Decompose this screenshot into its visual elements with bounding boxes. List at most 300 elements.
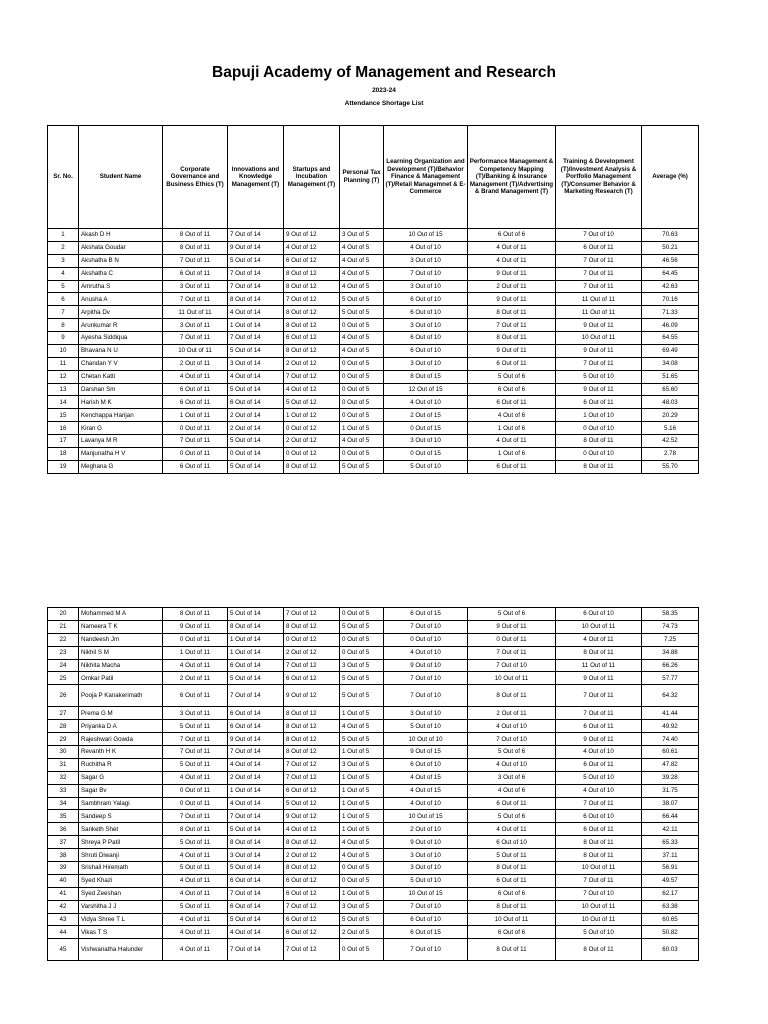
attendance-cell: 9 Out of 11	[163, 620, 228, 633]
attendance-cell: 6 Out of 10	[556, 608, 642, 621]
attendance-cell: 10 Out of 10	[384, 733, 468, 746]
attendance-cell: 10 Out of 11	[468, 672, 556, 685]
serial-number-cell: 13	[48, 383, 79, 396]
student-name-cell: Meghana G	[79, 460, 163, 473]
attendance-cell: 8 Out of 11	[163, 229, 228, 242]
attendance-cell: 0 Out of 12	[284, 633, 340, 646]
serial-number-cell: 12	[48, 370, 79, 383]
attendance-cell: 0 Out of 5	[340, 357, 384, 370]
table-row	[48, 229, 699, 242]
attendance-cell: 8 Out of 12	[284, 280, 340, 293]
serial-number-cell: 44	[48, 926, 79, 939]
attendance-cell: 7 Out of 12	[284, 659, 340, 672]
attendance-cell: 2 Out of 12	[284, 357, 340, 370]
attendance-cell: 5 Out of 14	[228, 862, 284, 875]
student-name-cell: Ayesha Siddiqua	[79, 332, 163, 345]
attendance-cell: 9 Out of 15	[384, 746, 468, 759]
attendance-cell: 10 Out of 15	[384, 810, 468, 823]
attendance-cell: 1 Out of 5	[340, 422, 384, 435]
attendance-cell: 9 Out of 11	[556, 344, 642, 357]
attendance-cell: 6 Out of 10	[384, 344, 468, 357]
header-row	[48, 126, 699, 229]
attendance-cell: 6 Out of 12	[284, 332, 340, 345]
table-row	[48, 862, 699, 875]
student-name-cell: Sandeep S	[79, 810, 163, 823]
serial-number-cell: 1	[48, 229, 79, 242]
attendance-cell: 4 Out of 11	[468, 435, 556, 448]
average-cell: 37.11	[642, 849, 699, 862]
table-row	[48, 280, 699, 293]
attendance-cell: 5 Out of 10	[384, 720, 468, 733]
table-row	[48, 254, 699, 267]
table-row	[48, 396, 699, 409]
table-row	[48, 823, 699, 836]
attendance-cell: 9 Out of 11	[468, 293, 556, 306]
serial-number-cell: 7	[48, 306, 79, 319]
average-cell: 58.35	[642, 608, 699, 621]
student-name-cell: Akshata Goudar	[79, 241, 163, 254]
attendance-cell: 8 Out of 11	[556, 849, 642, 862]
attendance-cell: 5 Out of 11	[468, 849, 556, 862]
table-row	[48, 720, 699, 733]
average-cell: 34.08	[642, 357, 699, 370]
attendance-cell: 0 Out of 10	[556, 422, 642, 435]
attendance-cell: 1 Out of 5	[340, 823, 384, 836]
attendance-cell: 0 Out of 11	[163, 447, 228, 460]
attendance-cell: 2 Out of 5	[340, 926, 384, 939]
average-cell: 42.52	[642, 435, 699, 448]
attendance-cell: 7 Out of 14	[228, 746, 284, 759]
attendance-cell: 7 Out of 12	[284, 758, 340, 771]
average-cell: 60.65	[642, 913, 699, 926]
attendance-cell: 6 Out of 10	[384, 913, 468, 926]
attendance-cell: 1 Out of 14	[228, 646, 284, 659]
attendance-cell: 7 Out of 11	[556, 254, 642, 267]
student-name-cell: Nikhil S M	[79, 646, 163, 659]
student-name-cell: Darshan Sm	[79, 383, 163, 396]
table-row	[48, 797, 699, 810]
student-name-cell: Syed Zeeshan	[79, 887, 163, 900]
attendance-cell: 8 Out of 11	[556, 646, 642, 659]
table-row	[48, 409, 699, 422]
student-name-cell: Harish M K	[79, 396, 163, 409]
attendance-cell: 4 Out of 10	[468, 758, 556, 771]
attendance-cell: 7 Out of 10	[384, 939, 468, 961]
attendance-cell: 7 Out of 14	[228, 332, 284, 345]
attendance-cell: 6 Out of 6	[468, 383, 556, 396]
attendance-cell: 2 Out of 12	[284, 646, 340, 659]
serial-number-cell: 33	[48, 784, 79, 797]
average-cell: 51.65	[642, 370, 699, 383]
table-row	[48, 357, 699, 370]
table-row	[48, 659, 699, 672]
attendance-cell: 5 Out of 6	[468, 810, 556, 823]
attendance-cell: 5 Out of 14	[228, 435, 284, 448]
attendance-cell: 4 Out of 14	[228, 797, 284, 810]
average-cell: 48.03	[642, 396, 699, 409]
serial-number-cell: 29	[48, 733, 79, 746]
attendance-cell: 6 Out of 10	[384, 758, 468, 771]
attendance-cell: 10 Out of 11	[556, 900, 642, 913]
attendance-cell: 6 Out of 12	[284, 254, 340, 267]
student-name-cell: Akshatha B N	[79, 254, 163, 267]
serial-number-cell: 28	[48, 720, 79, 733]
attendance-cell: 5 Out of 6	[468, 608, 556, 621]
attendance-cell: 5 Out of 11	[163, 758, 228, 771]
attendance-cell: 6 Out of 12	[284, 874, 340, 887]
attendance-cell: 4 Out of 11	[163, 939, 228, 961]
attendance-cell: 9 Out of 12	[284, 229, 340, 242]
attendance-cell: 8 Out of 15	[384, 370, 468, 383]
attendance-cell: 8 Out of 11	[556, 435, 642, 448]
average-cell: 63.38	[642, 900, 699, 913]
student-name-cell: Sagar Bv	[79, 784, 163, 797]
average-cell: 34.88	[642, 646, 699, 659]
attendance-cell: 9 Out of 14	[228, 733, 284, 746]
attendance-cell: 4 Out of 11	[163, 874, 228, 887]
average-cell: 41.44	[642, 707, 699, 720]
attendance-cell: 5 Out of 10	[384, 460, 468, 473]
attendance-cell: 8 Out of 11	[556, 939, 642, 961]
attendance-cell: 8 Out of 11	[468, 862, 556, 875]
attendance-cell: 7 Out of 12	[284, 771, 340, 784]
attendance-cell: 0 Out of 5	[340, 633, 384, 646]
attendance-cell: 11 Out of 11	[556, 293, 642, 306]
student-name-cell: Syed Khazi	[79, 874, 163, 887]
attendance-cell: 0 Out of 5	[340, 646, 384, 659]
average-cell: 60.03	[642, 939, 699, 961]
attendance-cell: 4 Out of 5	[340, 849, 384, 862]
attendance-cell: 4 Out of 5	[340, 241, 384, 254]
attendance-cell: 2 Out of 12	[284, 849, 340, 862]
attendance-cell: 9 Out of 12	[284, 685, 340, 707]
attendance-cell: 1 Out of 5	[340, 887, 384, 900]
attendance-cell: 4 Out of 10	[556, 784, 642, 797]
attendance-cell: 3 Out of 11	[163, 280, 228, 293]
attendance-cell: 1 Out of 5	[340, 746, 384, 759]
attendance-cell: 2 Out of 11	[468, 280, 556, 293]
attendance-cell: 5 Out of 10	[556, 771, 642, 784]
attendance-cell: 6 Out of 10	[384, 293, 468, 306]
student-name-cell: Kenchappa Harijan	[79, 409, 163, 422]
attendance-cell: 6 Out of 12	[284, 672, 340, 685]
attendance-cell: 10 Out of 11	[556, 913, 642, 926]
attendance-cell: 6 Out of 12	[284, 784, 340, 797]
average-cell: 71.33	[642, 306, 699, 319]
table-row	[48, 447, 699, 460]
attendance-cell: 5 Out of 11	[163, 900, 228, 913]
serial-number-cell: 27	[48, 707, 79, 720]
average-cell: 66.26	[642, 659, 699, 672]
average-cell: 64.45	[642, 267, 699, 280]
table-row	[48, 267, 699, 280]
serial-number-cell: 31	[48, 758, 79, 771]
attendance-cell: 6 Out of 11	[163, 460, 228, 473]
attendance-cell: 9 Out of 11	[556, 733, 642, 746]
table-row	[48, 672, 699, 685]
attendance-cell: 4 Out of 5	[340, 435, 384, 448]
table-row	[48, 900, 699, 913]
serial-number-cell: 16	[48, 422, 79, 435]
student-name-cell: Nameera T K	[79, 620, 163, 633]
table-row	[48, 771, 699, 784]
attendance-cell: 10 Out of 11	[556, 862, 642, 875]
attendance-cell: 2 Out of 14	[228, 771, 284, 784]
attendance-cell: 4 Out of 11	[163, 849, 228, 862]
attendance-cell: 4 Out of 11	[556, 633, 642, 646]
serial-number-cell: 30	[48, 746, 79, 759]
attendance-cell: 9 Out of 11	[556, 383, 642, 396]
student-name-cell: Priyanka D A	[79, 720, 163, 733]
attendance-cell: 0 Out of 5	[340, 370, 384, 383]
attendance-cell: 7 Out of 11	[163, 293, 228, 306]
attendance-cell: 11 Out of 11	[556, 306, 642, 319]
average-cell: 62.17	[642, 887, 699, 900]
attendance-cell: 4 Out of 11	[468, 823, 556, 836]
attendance-cell: 9 Out of 10	[384, 659, 468, 672]
attendance-cell: 3 Out of 11	[163, 707, 228, 720]
serial-number-cell: 35	[48, 810, 79, 823]
attendance-cell: 7 Out of 11	[556, 267, 642, 280]
average-cell: 64.55	[642, 332, 699, 345]
attendance-cell: 7 Out of 12	[284, 293, 340, 306]
serial-number-cell: 19	[48, 460, 79, 473]
serial-number-cell: 21	[48, 620, 79, 633]
attendance-cell: 1 Out of 6	[468, 422, 556, 435]
attendance-cell: 4 Out of 10	[556, 746, 642, 759]
attendance-cell: 7 Out of 12	[284, 608, 340, 621]
student-name-cell: Shruti Diwanji	[79, 849, 163, 862]
attendance-cell: 0 Out of 11	[468, 633, 556, 646]
attendance-cell: 3 Out of 5	[340, 659, 384, 672]
attendance-cell: 1 Out of 5	[340, 707, 384, 720]
attendance-cell: 6 Out of 6	[468, 887, 556, 900]
attendance-cell: 10 Out of 15	[384, 887, 468, 900]
attendance-cell: 3 Out of 14	[228, 849, 284, 862]
serial-number-cell: 36	[48, 823, 79, 836]
attendance-cell: 8 Out of 11	[163, 823, 228, 836]
average-cell: 69.49	[642, 344, 699, 357]
serial-number-cell: 25	[48, 672, 79, 685]
table-row	[48, 646, 699, 659]
table-row	[48, 758, 699, 771]
attendance-cell: 3 Out of 10	[384, 707, 468, 720]
student-name-cell: Revanth H K	[79, 746, 163, 759]
student-name-cell: Anusha A	[79, 293, 163, 306]
average-cell: 42.11	[642, 823, 699, 836]
attendance-cell: 0 Out of 10	[384, 633, 468, 646]
attendance-cell: 7 Out of 11	[163, 733, 228, 746]
attendance-cell: 2 Out of 11	[163, 357, 228, 370]
student-name-cell: Chandan Y V	[79, 357, 163, 370]
serial-number-cell: 26	[48, 685, 79, 707]
attendance-cell: 7 Out of 14	[228, 280, 284, 293]
attendance-cell: 8 Out of 12	[284, 267, 340, 280]
attendance-cell: 0 Out of 5	[340, 383, 384, 396]
attendance-cell: 3 Out of 5	[340, 229, 384, 242]
student-name-cell: Vishwanatha Halunder	[79, 939, 163, 961]
attendance-cell: 6 Out of 11	[163, 685, 228, 707]
attendance-cell: 2 Out of 14	[228, 409, 284, 422]
attendance-cell: 7 Out of 10	[384, 620, 468, 633]
document-subtitle: Attendance Shortage List	[344, 100, 424, 107]
serial-number-cell: 17	[48, 435, 79, 448]
attendance-cell: 1 Out of 6	[468, 447, 556, 460]
attendance-cell: 9 Out of 11	[468, 620, 556, 633]
attendance-cell: 0 Out of 5	[340, 939, 384, 961]
table-row	[48, 746, 699, 759]
attendance-cell: 4 Out of 6	[468, 784, 556, 797]
attendance-cell: 9 Out of 11	[468, 344, 556, 357]
table-row	[48, 332, 699, 345]
average-cell: 46.56	[642, 254, 699, 267]
table-row	[48, 707, 699, 720]
attendance-cell: 1 Out of 14	[228, 633, 284, 646]
average-cell: 39.28	[642, 771, 699, 784]
col-average: Average (%)	[642, 126, 699, 229]
attendance-cell: 8 Out of 11	[468, 306, 556, 319]
attendance-cell: 4 Out of 12	[284, 383, 340, 396]
attendance-cell: 5 Out of 14	[228, 460, 284, 473]
attendance-cell: 10 Out of 11	[468, 913, 556, 926]
attendance-cell: 8 Out of 11	[468, 332, 556, 345]
attendance-cell: 11 Out of 11	[556, 659, 642, 672]
attendance-cell: 0 Out of 12	[284, 422, 340, 435]
attendance-cell: 6 Out of 11	[163, 383, 228, 396]
attendance-cell: 0 Out of 11	[163, 633, 228, 646]
attendance-cell: 6 Out of 10	[556, 810, 642, 823]
student-name-cell: Pooja P Kanakerimath	[79, 685, 163, 707]
attendance-cell: 4 Out of 12	[284, 241, 340, 254]
attendance-cell: 1 Out of 10	[556, 409, 642, 422]
student-name-cell: Vidya Shree T L	[79, 913, 163, 926]
attendance-cell: 4 Out of 12	[284, 823, 340, 836]
attendance-cell: 5 Out of 10	[384, 874, 468, 887]
table-row	[48, 633, 699, 646]
attendance-cell: 4 Out of 10	[384, 646, 468, 659]
attendance-cell: 11 Out of 11	[163, 306, 228, 319]
attendance-cell: 9 Out of 10	[384, 836, 468, 849]
table-row	[48, 460, 699, 473]
table-row	[48, 306, 699, 319]
student-name-cell: Arunkumar R	[79, 319, 163, 332]
attendance-cell: 5 Out of 5	[340, 672, 384, 685]
attendance-cell: 6 Out of 11	[468, 797, 556, 810]
attendance-cell: 3 Out of 5	[340, 758, 384, 771]
average-cell: 50.21	[642, 241, 699, 254]
attendance-cell: 6 Out of 14	[228, 659, 284, 672]
attendance-cell: 6 Out of 6	[468, 926, 556, 939]
attendance-cell: 4 Out of 5	[340, 720, 384, 733]
attendance-cell: 0 Out of 5	[340, 319, 384, 332]
table-row	[48, 685, 699, 707]
student-name-cell: Bhavana N U	[79, 344, 163, 357]
serial-number-cell: 32	[48, 771, 79, 784]
attendance-cell: 4 Out of 15	[384, 771, 468, 784]
attendance-cell: 3 Out of 11	[163, 319, 228, 332]
attendance-cell: 7 Out of 10	[556, 229, 642, 242]
serial-number-cell: 10	[48, 344, 79, 357]
attendance-cell: 8 Out of 12	[284, 319, 340, 332]
attendance-cell: 4 Out of 10	[384, 797, 468, 810]
student-name-cell: Shreya P Patil	[79, 836, 163, 849]
attendance-cell: 7 Out of 11	[468, 319, 556, 332]
attendance-cell: 4 Out of 5	[340, 344, 384, 357]
attendance-cell: 7 Out of 11	[556, 280, 642, 293]
attendance-cell: 6 Out of 11	[556, 758, 642, 771]
average-cell: 70.63	[642, 229, 699, 242]
student-name-cell: Vikas T S	[79, 926, 163, 939]
serial-number-cell: 38	[48, 849, 79, 862]
attendance-cell: 9 Out of 14	[228, 241, 284, 254]
col-training-development: Training & Development (T)/Investment Analysis & Portfolio Management (T)/Consumer Behavior & Marketing Research (T)	[556, 126, 642, 229]
attendance-cell: 7 Out of 11	[163, 746, 228, 759]
attendance-cell: 8 Out of 14	[228, 836, 284, 849]
table-row	[48, 887, 699, 900]
attendance-cell: 2 Out of 11	[468, 707, 556, 720]
serial-number-cell: 34	[48, 797, 79, 810]
student-name-cell: Akshatha C	[79, 267, 163, 280]
col-performance-management: Performance Management & Competency Mapping (T)/Banking & Insurance Management (T)/Advertising & Brand Management (T)	[468, 126, 556, 229]
table-row	[48, 939, 699, 961]
student-name-cell: Nandeesh Jm	[79, 633, 163, 646]
student-name-cell: Srishail Hiremath	[79, 862, 163, 875]
table-row	[48, 913, 699, 926]
table-row	[48, 435, 699, 448]
attendance-cell: 7 Out of 10	[468, 659, 556, 672]
attendance-cell: 6 Out of 15	[384, 608, 468, 621]
average-cell: 46.09	[642, 319, 699, 332]
attendance-cell: 5 Out of 6	[468, 746, 556, 759]
attendance-cell: 5 Out of 5	[340, 685, 384, 707]
serial-number-cell: 43	[48, 913, 79, 926]
attendance-cell: 6 Out of 11	[468, 460, 556, 473]
attendance-cell: 3 Out of 10	[384, 319, 468, 332]
attendance-cell: 0 Out of 5	[340, 874, 384, 887]
average-cell: 50.82	[642, 926, 699, 939]
attendance-cell: 2 Out of 11	[163, 672, 228, 685]
attendance-cell: 2 Out of 15	[384, 409, 468, 422]
average-cell: 57.77	[642, 672, 699, 685]
attendance-cell: 10 Out of 11	[556, 620, 642, 633]
attendance-cell: 7 Out of 10	[384, 672, 468, 685]
average-cell: 38.07	[642, 797, 699, 810]
attendance-cell: 7 Out of 11	[468, 646, 556, 659]
attendance-cell: 3 Out of 10	[384, 254, 468, 267]
attendance-cell: 8 Out of 11	[468, 900, 556, 913]
table-row	[48, 370, 699, 383]
student-name-cell: Rajeshwari Gowda	[79, 733, 163, 746]
attendance-cell: 5 Out of 12	[284, 396, 340, 409]
average-cell: 66.44	[642, 810, 699, 823]
serial-number-cell: 18	[48, 447, 79, 460]
attendance-cell: 5 Out of 14	[228, 823, 284, 836]
attendance-cell: 8 Out of 12	[284, 460, 340, 473]
average-cell: 74.40	[642, 733, 699, 746]
attendance-cell: 7 Out of 12	[284, 370, 340, 383]
attendance-cell: 1 Out of 5	[340, 797, 384, 810]
attendance-cell: 0 Out of 11	[163, 422, 228, 435]
attendance-cell: 7 Out of 10	[468, 733, 556, 746]
attendance-cell: 0 Out of 12	[284, 447, 340, 460]
attendance-cell: 5 Out of 5	[340, 293, 384, 306]
attendance-cell: 8 Out of 11	[163, 608, 228, 621]
average-cell: 5.16	[642, 422, 699, 435]
attendance-cell: 6 Out of 14	[228, 707, 284, 720]
attendance-cell: 4 Out of 5	[340, 254, 384, 267]
attendance-cell: 9 Out of 11	[556, 672, 642, 685]
attendance-cell: 4 Out of 10	[384, 396, 468, 409]
